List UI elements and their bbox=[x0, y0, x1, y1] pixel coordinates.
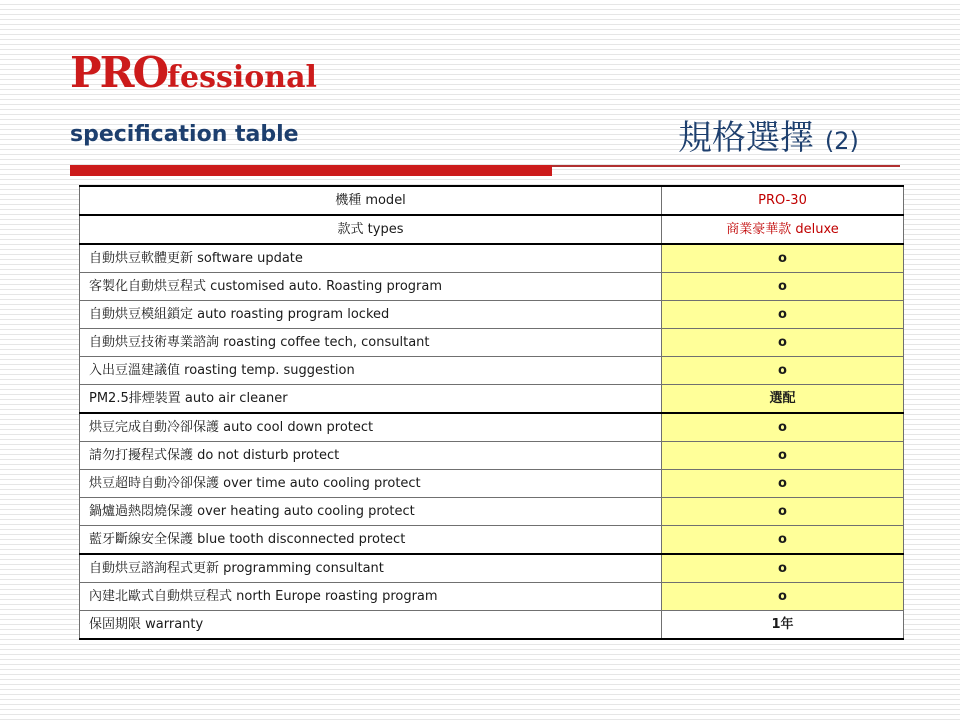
table-row-model bbox=[80, 186, 904, 215]
feature-value: o bbox=[662, 329, 904, 357]
table-row-warranty bbox=[80, 611, 904, 640]
title-divider-line bbox=[552, 165, 900, 167]
feature-value: o bbox=[662, 498, 904, 526]
feature-label: 烘豆超時自動冷卻保護 over time auto cooling protect bbox=[80, 470, 662, 498]
feature-label: 烘豆完成自動冷卻保護 auto cool down protect bbox=[80, 413, 662, 442]
warranty-label: 保固期限 warranty bbox=[80, 611, 662, 640]
feature-value: o bbox=[662, 413, 904, 442]
model-value: PRO-30 bbox=[662, 186, 904, 215]
feature-label: 自動烘豆諮詢程式更新 programming consultant bbox=[80, 554, 662, 583]
feature-label: 客製化自動烘豆程式 customised auto. Roasting program bbox=[80, 273, 662, 301]
table-row bbox=[80, 385, 904, 414]
title-accent-bar bbox=[70, 165, 552, 176]
feature-label: 請勿打擾程式保護 do not disturb protect bbox=[80, 442, 662, 470]
table-row bbox=[80, 357, 904, 385]
feature-value: o bbox=[662, 301, 904, 329]
feature-label: 內建北歐式自動烘豆程式 north Europe roasting program bbox=[80, 583, 662, 611]
table-row-type bbox=[80, 215, 904, 244]
feature-label: 入出豆溫建議值 roasting temp. suggestion bbox=[80, 357, 662, 385]
table-row bbox=[80, 470, 904, 498]
table-row bbox=[80, 329, 904, 357]
page-title-suffix: (2) bbox=[824, 127, 859, 155]
table-row bbox=[80, 526, 904, 555]
feature-label: PM2.5排煙裝置 auto air cleaner bbox=[80, 385, 662, 414]
warranty-value: 1年 bbox=[662, 611, 904, 640]
feature-value: o bbox=[662, 554, 904, 583]
brand-logo-fessional: fessional bbox=[167, 60, 317, 95]
feature-value: o bbox=[662, 442, 904, 470]
page-title-text: 規格選擇 bbox=[678, 118, 814, 158]
feature-value: o bbox=[662, 273, 904, 301]
specification-table bbox=[79, 185, 904, 640]
table-row bbox=[80, 442, 904, 470]
table-row bbox=[80, 413, 904, 442]
table-row bbox=[80, 498, 904, 526]
model-label: 機種 model bbox=[80, 186, 662, 215]
page-subtitle: specification table bbox=[70, 122, 299, 147]
page-title bbox=[678, 110, 859, 159]
type-label: 款式 types bbox=[80, 215, 662, 244]
feature-label: 自動烘豆技術專業諮詢 roasting coffee tech, consultant bbox=[80, 329, 662, 357]
table-row bbox=[80, 301, 904, 329]
feature-value: 選配 bbox=[662, 385, 904, 414]
brand-logo-pro: PRO bbox=[70, 48, 168, 97]
type-value: 商業豪華款 deluxe bbox=[662, 215, 904, 244]
feature-value: o bbox=[662, 526, 904, 555]
feature-label: 鍋爐過熱悶燒保護 over heating auto cooling protect bbox=[80, 498, 662, 526]
feature-value: o bbox=[662, 470, 904, 498]
feature-label: 自動烘豆軟體更新 software update bbox=[80, 244, 662, 273]
table-row bbox=[80, 273, 904, 301]
feature-value: o bbox=[662, 244, 904, 273]
feature-label: 自動烘豆模組鎖定 auto roasting program locked bbox=[80, 301, 662, 329]
table-row bbox=[80, 554, 904, 583]
table-row bbox=[80, 583, 904, 611]
feature-label: 藍牙斷線安全保護 blue tooth disconnected protect bbox=[80, 526, 662, 555]
brand-logo bbox=[70, 48, 317, 97]
feature-value: o bbox=[662, 357, 904, 385]
table-row bbox=[80, 244, 904, 273]
feature-value: o bbox=[662, 583, 904, 611]
